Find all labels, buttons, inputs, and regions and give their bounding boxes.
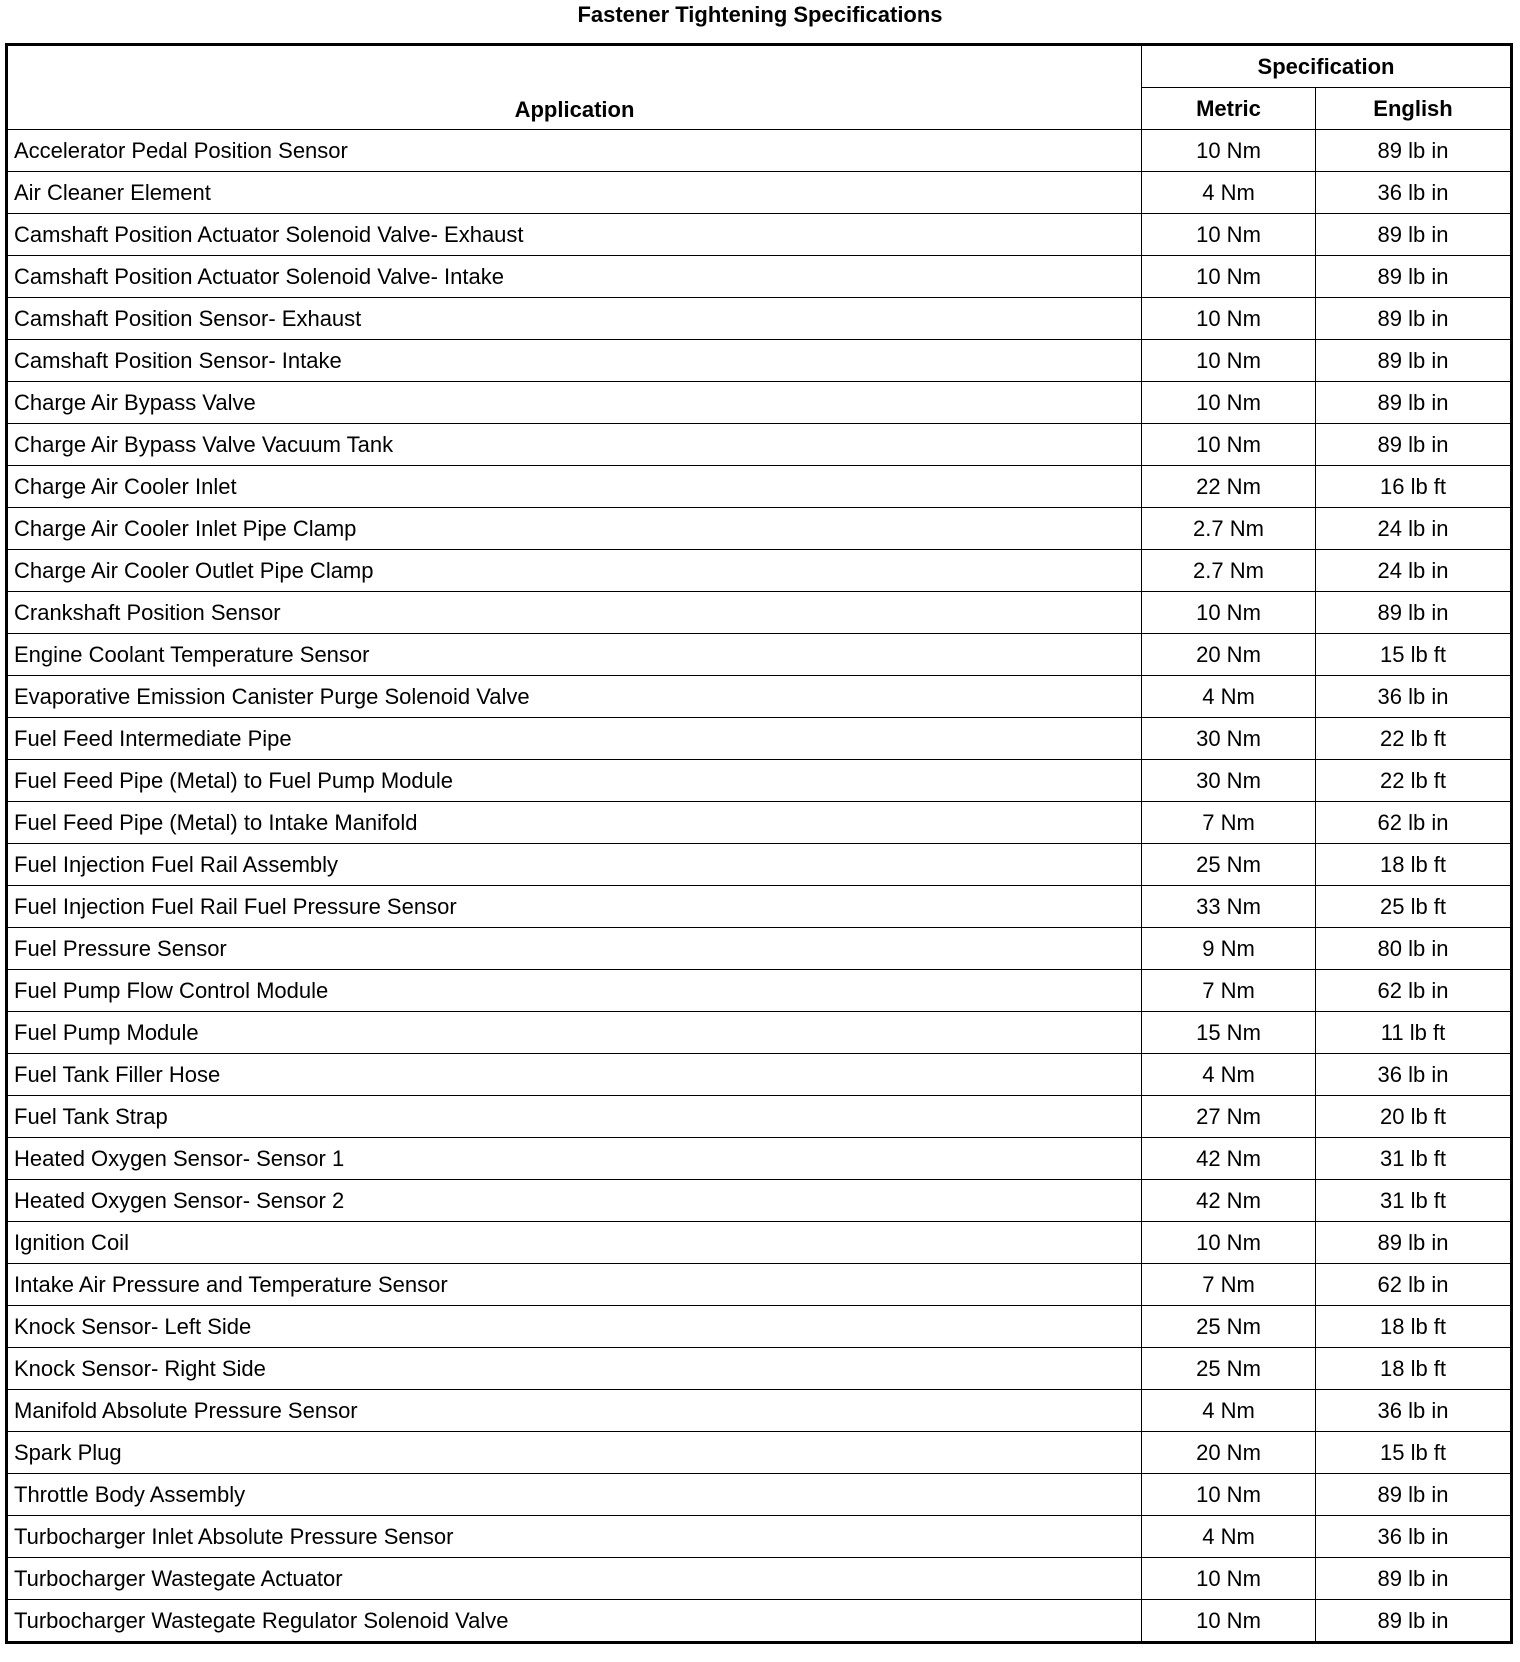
metric-cell: 4 Nm [1142, 172, 1316, 214]
metric-cell: 10 Nm [1142, 340, 1316, 382]
metric-cell: 30 Nm [1142, 760, 1316, 802]
application-cell: Air Cleaner Element [7, 172, 1142, 214]
header-metric: Metric [1142, 88, 1316, 130]
table-row [7, 1390, 1512, 1432]
application-cell: Camshaft Position Actuator Solenoid Valve- Exhaust [7, 214, 1142, 256]
application-cell: Intake Air Pressure and Temperature Sensor [7, 1264, 1142, 1306]
metric-cell: 33 Nm [1142, 886, 1316, 928]
metric-cell: 10 Nm [1142, 382, 1316, 424]
english-cell: 16 lb ft [1316, 466, 1512, 508]
table-row [7, 424, 1512, 466]
application-cell: Fuel Feed Pipe (Metal) to Intake Manifold [7, 802, 1142, 844]
metric-cell: 10 Nm [1142, 214, 1316, 256]
application-cell: Fuel Feed Pipe (Metal) to Fuel Pump Module [7, 760, 1142, 802]
table-row [7, 214, 1512, 256]
metric-cell: 9 Nm [1142, 928, 1316, 970]
english-cell: 89 lb in [1316, 1222, 1512, 1264]
header-application: Application [7, 45, 1142, 130]
application-cell: Camshaft Position Sensor- Intake [7, 340, 1142, 382]
metric-cell: 7 Nm [1142, 970, 1316, 1012]
application-cell: Manifold Absolute Pressure Sensor [7, 1390, 1142, 1432]
application-cell: Fuel Pump Module [7, 1012, 1142, 1054]
metric-cell: 2.7 Nm [1142, 550, 1316, 592]
english-cell: 36 lb in [1316, 676, 1512, 718]
metric-cell: 10 Nm [1142, 1600, 1316, 1643]
english-cell: 36 lb in [1316, 1516, 1512, 1558]
metric-cell: 27 Nm [1142, 1096, 1316, 1138]
application-cell: Throttle Body Assembly [7, 1474, 1142, 1516]
english-cell: 89 lb in [1316, 256, 1512, 298]
application-cell: Ignition Coil [7, 1222, 1142, 1264]
english-cell: 18 lb ft [1316, 1306, 1512, 1348]
english-cell: 31 lb ft [1316, 1180, 1512, 1222]
header-row [7, 45, 1512, 88]
table-row [7, 508, 1512, 550]
application-cell: Knock Sensor- Left Side [7, 1306, 1142, 1348]
table-row [7, 1432, 1512, 1474]
table-row [7, 1306, 1512, 1348]
table-row [7, 760, 1512, 802]
english-cell: 31 lb ft [1316, 1138, 1512, 1180]
english-cell: 22 lb ft [1316, 760, 1512, 802]
metric-cell: 25 Nm [1142, 1306, 1316, 1348]
english-cell: 62 lb in [1316, 802, 1512, 844]
table-row [7, 1180, 1512, 1222]
application-cell: Fuel Injection Fuel Rail Assembly [7, 844, 1142, 886]
application-cell: Fuel Pressure Sensor [7, 928, 1142, 970]
application-cell: Engine Coolant Temperature Sensor [7, 634, 1142, 676]
metric-cell: 15 Nm [1142, 1012, 1316, 1054]
metric-cell: 10 Nm [1142, 256, 1316, 298]
english-cell: 11 lb ft [1316, 1012, 1512, 1054]
metric-cell: 20 Nm [1142, 634, 1316, 676]
table-row [7, 1138, 1512, 1180]
english-cell: 36 lb in [1316, 172, 1512, 214]
application-cell: Heated Oxygen Sensor- Sensor 1 [7, 1138, 1142, 1180]
english-cell: 36 lb in [1316, 1054, 1512, 1096]
header-english: English [1316, 88, 1512, 130]
metric-cell: 10 Nm [1142, 1558, 1316, 1600]
application-cell: Charge Air Bypass Valve Vacuum Tank [7, 424, 1142, 466]
table-row [7, 256, 1512, 298]
application-cell: Turbocharger Inlet Absolute Pressure Sensor [7, 1516, 1142, 1558]
english-cell: 15 lb ft [1316, 1432, 1512, 1474]
english-cell: 18 lb ft [1316, 844, 1512, 886]
english-cell: 24 lb in [1316, 508, 1512, 550]
english-cell: 89 lb in [1316, 424, 1512, 466]
metric-cell: 42 Nm [1142, 1138, 1316, 1180]
metric-cell: 2.7 Nm [1142, 508, 1316, 550]
application-cell: Fuel Tank Strap [7, 1096, 1142, 1138]
table-row [7, 382, 1512, 424]
metric-cell: 7 Nm [1142, 802, 1316, 844]
table-row [7, 130, 1512, 172]
metric-cell: 10 Nm [1142, 130, 1316, 172]
metric-cell: 25 Nm [1142, 1348, 1316, 1390]
english-cell: 25 lb ft [1316, 886, 1512, 928]
english-cell: 18 lb ft [1316, 1348, 1512, 1390]
metric-cell: 10 Nm [1142, 1222, 1316, 1264]
english-cell: 15 lb ft [1316, 634, 1512, 676]
metric-cell: 20 Nm [1142, 1432, 1316, 1474]
table-row [7, 718, 1512, 760]
application-cell: Fuel Tank Filler Hose [7, 1054, 1142, 1096]
english-cell: 89 lb in [1316, 382, 1512, 424]
english-cell: 89 lb in [1316, 298, 1512, 340]
metric-cell: 4 Nm [1142, 1390, 1316, 1432]
application-cell: Evaporative Emission Canister Purge Solenoid Valve [7, 676, 1142, 718]
table-row [7, 550, 1512, 592]
table-body [7, 130, 1512, 1643]
application-cell: Charge Air Cooler Inlet [7, 466, 1142, 508]
spec-table [5, 43, 1513, 1644]
table-row [7, 1600, 1512, 1643]
table-row [7, 1558, 1512, 1600]
application-cell: Heated Oxygen Sensor- Sensor 2 [7, 1180, 1142, 1222]
table-row [7, 172, 1512, 214]
page-title: Fastener Tightening Specifications [577, 2, 943, 27]
application-cell: Charge Air Bypass Valve [7, 382, 1142, 424]
application-cell: Fuel Pump Flow Control Module [7, 970, 1142, 1012]
metric-cell: 7 Nm [1142, 1264, 1316, 1306]
metric-cell: 4 Nm [1142, 1516, 1316, 1558]
table-row [7, 1348, 1512, 1390]
table-row [7, 1054, 1512, 1096]
header-specification: Specification [1142, 45, 1512, 88]
metric-cell: 10 Nm [1142, 424, 1316, 466]
metric-cell: 22 Nm [1142, 466, 1316, 508]
table-row [7, 844, 1512, 886]
table-row [7, 592, 1512, 634]
application-cell: Fuel Feed Intermediate Pipe [7, 718, 1142, 760]
table-row [7, 802, 1512, 844]
table-row [7, 1222, 1512, 1264]
table-row [7, 1012, 1512, 1054]
english-cell: 62 lb in [1316, 970, 1512, 1012]
application-cell: Crankshaft Position Sensor [7, 592, 1142, 634]
table-row [7, 676, 1512, 718]
english-cell: 22 lb ft [1316, 718, 1512, 760]
metric-cell: 25 Nm [1142, 844, 1316, 886]
english-cell: 36 lb in [1316, 1390, 1512, 1432]
application-cell: Accelerator Pedal Position Sensor [7, 130, 1142, 172]
english-cell: 89 lb in [1316, 1600, 1512, 1643]
metric-cell: 10 Nm [1142, 298, 1316, 340]
application-cell: Turbocharger Wastegate Regulator Solenoid Valve [7, 1600, 1142, 1643]
english-cell: 89 lb in [1316, 1558, 1512, 1600]
english-cell: 20 lb ft [1316, 1096, 1512, 1138]
english-cell: 62 lb in [1316, 1264, 1512, 1306]
table-row [7, 928, 1512, 970]
english-cell: 80 lb in [1316, 928, 1512, 970]
application-cell: Turbocharger Wastegate Actuator [7, 1558, 1142, 1600]
application-cell: Charge Air Cooler Outlet Pipe Clamp [7, 550, 1142, 592]
english-cell: 89 lb in [1316, 130, 1512, 172]
application-cell: Fuel Injection Fuel Rail Fuel Pressure Sensor [7, 886, 1142, 928]
application-cell: Spark Plug [7, 1432, 1142, 1474]
english-cell: 89 lb in [1316, 592, 1512, 634]
table-row [7, 970, 1512, 1012]
table-row [7, 340, 1512, 382]
application-cell: Knock Sensor- Right Side [7, 1348, 1142, 1390]
metric-cell: 10 Nm [1142, 592, 1316, 634]
metric-cell: 30 Nm [1142, 718, 1316, 760]
table-row [7, 1264, 1512, 1306]
english-cell: 89 lb in [1316, 214, 1512, 256]
metric-cell: 4 Nm [1142, 1054, 1316, 1096]
application-cell: Camshaft Position Actuator Solenoid Valve- Intake [7, 256, 1142, 298]
application-cell: Camshaft Position Sensor- Exhaust [7, 298, 1142, 340]
metric-cell: 42 Nm [1142, 1180, 1316, 1222]
table-row [7, 886, 1512, 928]
metric-cell: 10 Nm [1142, 1474, 1316, 1516]
metric-cell: 4 Nm [1142, 676, 1316, 718]
table-row [7, 1474, 1512, 1516]
table-row [7, 1516, 1512, 1558]
english-cell: 89 lb in [1316, 1474, 1512, 1516]
application-cell: Charge Air Cooler Inlet Pipe Clamp [7, 508, 1142, 550]
table-row [7, 634, 1512, 676]
english-cell: 24 lb in [1316, 550, 1512, 592]
table-row [7, 1096, 1512, 1138]
english-cell: 89 lb in [1316, 340, 1512, 382]
table-row [7, 298, 1512, 340]
table-row [7, 466, 1512, 508]
